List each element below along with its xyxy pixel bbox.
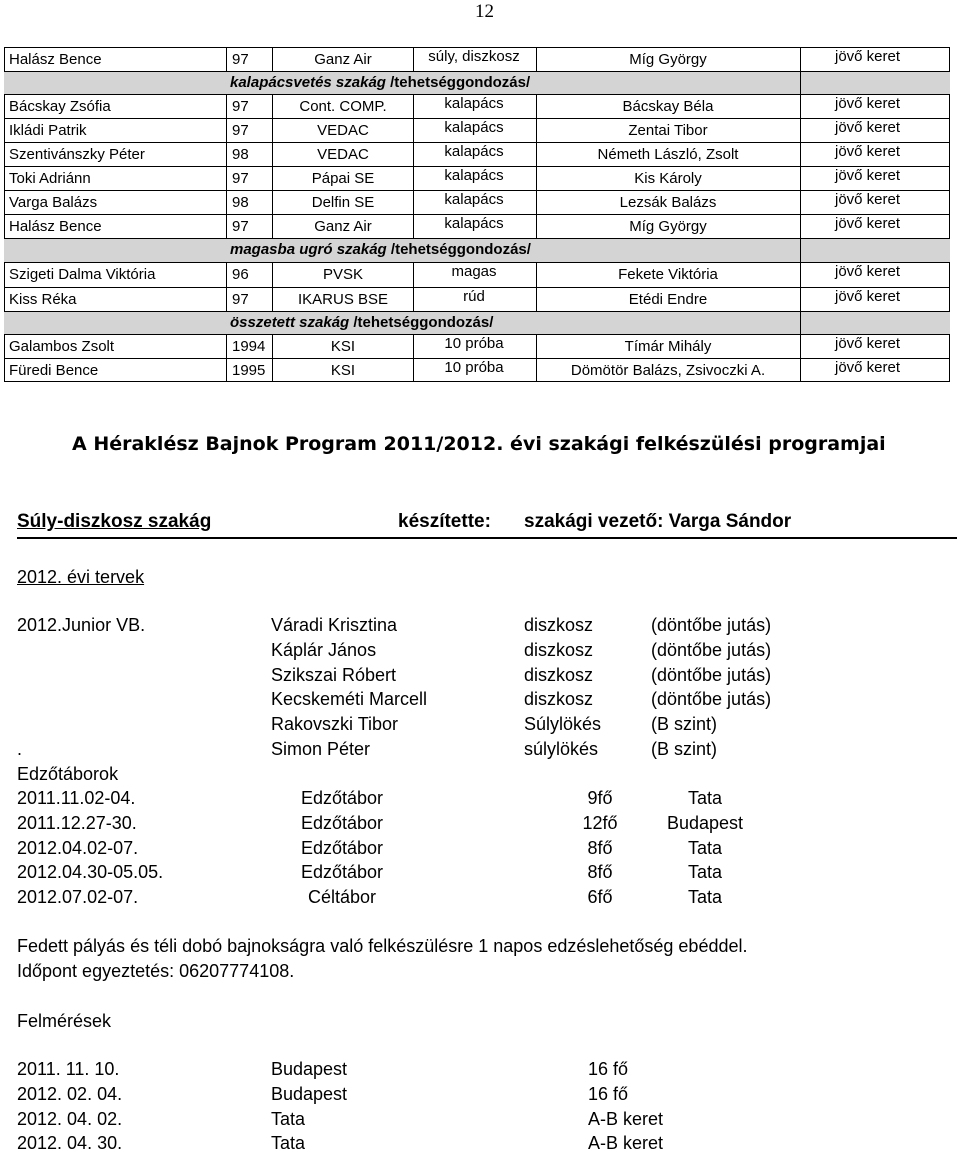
column-divider <box>272 262 273 287</box>
cell-coach: Míg György <box>629 218 707 235</box>
cell-club: IKARUS BSE <box>297 291 389 308</box>
column-divider <box>226 334 227 358</box>
junior-name: Rakovszki Tibor <box>271 714 399 735</box>
cell-year: 1994 <box>232 338 266 355</box>
column-divider <box>536 214 537 238</box>
column-divider <box>536 118 537 142</box>
junior-result: (döntőbe jutás) <box>651 639 772 660</box>
camps-heading: Edzőtáborok <box>17 764 119 784</box>
cell-name: Galambos Zsolt <box>9 338 115 355</box>
cell-name: Szigeti Dalma Viktória <box>9 266 156 283</box>
camp-count: 8fő <box>587 862 613 883</box>
assessment-date: 2012. 02. 04. <box>17 1083 123 1104</box>
cell-event: kalapács <box>444 191 504 208</box>
cell-name: Halász Bence <box>9 51 102 68</box>
camp-count: 8fő <box>587 837 613 858</box>
cell-status: jövő keret <box>835 359 901 376</box>
junior-name: Kecskeméti Marcell <box>271 689 428 710</box>
cell-status: jövő keret <box>835 95 901 112</box>
junior-vb-label: 2012.Junior VB. <box>17 615 146 635</box>
junior-event: diszkosz <box>524 639 594 660</box>
column-divider <box>226 166 227 190</box>
junior-name: Simon Péter <box>271 739 371 759</box>
column-divider <box>949 190 950 214</box>
column-divider <box>272 94 273 118</box>
cell-name: Füredi Bence <box>9 362 99 379</box>
discipline-title: Súly-diszkosz szakág <box>17 511 212 532</box>
column-divider <box>800 118 801 142</box>
assessment-date: 2012. 04. 02. <box>17 1108 123 1129</box>
camp-place: Tata <box>687 788 723 808</box>
cell-event: magas <box>451 263 497 280</box>
column-divider <box>226 262 227 287</box>
column-divider <box>800 334 801 358</box>
cell-coach: Míg György <box>629 51 707 68</box>
cell-name: Toki Adriánn <box>9 170 91 187</box>
column-divider <box>949 287 950 311</box>
column-divider <box>4 287 5 311</box>
column-divider <box>800 142 801 166</box>
junior-name: Váradi Krisztina <box>271 615 398 635</box>
cell-year: 97 <box>232 170 249 187</box>
column-divider <box>949 118 950 142</box>
column-divider <box>800 47 801 71</box>
cell-coach: Bácskay Béla <box>622 98 714 115</box>
camp-count: 12fő <box>582 812 618 833</box>
column-divider <box>949 334 950 358</box>
camp-date: 2012.04.02-07. <box>17 837 139 858</box>
column-divider <box>4 142 5 166</box>
cell-status: jövő keret <box>835 215 901 232</box>
junior-result: (B szint) <box>651 739 718 759</box>
assessments-heading: Felmérések <box>17 1011 112 1031</box>
cell-status: jövő keret <box>835 167 901 184</box>
column-divider <box>536 47 537 71</box>
column-divider <box>413 118 414 142</box>
cell-club: KSI <box>330 362 356 379</box>
junior-name: Káplár János <box>271 639 377 660</box>
row-divider <box>4 238 950 239</box>
column-divider <box>226 118 227 142</box>
section-name: kalapácsvetés szakág <box>230 74 386 91</box>
cell-club: Delfin SE <box>311 194 375 211</box>
cell-club: Pápai SE <box>311 170 375 187</box>
column-divider <box>226 190 227 214</box>
section-subtitle: /tehetséggondozás/ <box>349 314 494 331</box>
camp-date: 2012.07.02-07. <box>17 887 139 908</box>
cell-year: 98 <box>232 194 249 211</box>
note-line-1: Fedett pályás és téli dobó bajnokságra való felkészülésre 1 napos edzéslehetőség ebéddel. <box>17 936 748 956</box>
junior-result: (B szint) <box>651 714 718 735</box>
column-divider <box>226 94 227 118</box>
assessment-value: A-B keret <box>588 1108 664 1129</box>
cell-event: kalapács <box>444 95 504 112</box>
column-divider <box>272 166 273 190</box>
cell-club: VEDAC <box>317 122 369 139</box>
column-divider <box>413 287 414 311</box>
cell-event: 10 próba <box>444 359 504 376</box>
column-divider <box>413 214 414 238</box>
header-divider <box>17 537 957 539</box>
row-divider <box>4 334 950 335</box>
camp-count: 9fő <box>587 788 613 808</box>
cell-status: jövő keret <box>835 335 901 352</box>
column-divider <box>272 142 273 166</box>
row-divider <box>4 381 950 382</box>
cell-coach: Kis Károly <box>634 170 702 187</box>
column-divider <box>413 94 414 118</box>
cell-status: jövő keret <box>835 143 901 160</box>
column-divider <box>800 214 801 238</box>
cell-coach: Etédi Endre <box>628 291 708 308</box>
column-divider <box>226 142 227 166</box>
assessment-date: 2011. 11. 10. <box>17 1059 120 1079</box>
camp-type: Edzőtábor <box>300 812 384 833</box>
cell-name: Szentivánszky Péter <box>9 146 145 163</box>
column-divider <box>800 71 801 94</box>
section-name: magasba ugró szakág <box>230 241 387 258</box>
section-title <box>230 241 531 258</box>
row-divider <box>4 214 950 215</box>
section-title <box>230 314 493 331</box>
cell-name: Halász Bence <box>9 218 102 235</box>
author-label: készítette: <box>398 511 491 532</box>
column-divider <box>800 311 801 334</box>
column-divider <box>949 358 950 382</box>
column-divider <box>949 166 950 190</box>
junior-event: Súlylökés <box>524 714 602 735</box>
column-divider <box>4 166 5 190</box>
cell-club: Ganz Air <box>314 51 372 68</box>
column-divider <box>800 358 801 382</box>
cell-coach: Tímár Mihály <box>624 338 712 355</box>
cell-event: kalapács <box>444 215 504 232</box>
assessment-value: A-B keret <box>588 1133 664 1154</box>
cell-year: 97 <box>232 122 249 139</box>
column-divider <box>536 166 537 190</box>
camp-place: Tata <box>687 837 723 858</box>
column-divider <box>949 142 950 166</box>
column-divider <box>272 118 273 142</box>
assessment-value: 16 fő <box>588 1083 629 1104</box>
section-subtitle: /tehetséggondozás/ <box>386 241 531 258</box>
cell-coach: Lezsák Balázs <box>619 194 717 211</box>
row-divider <box>4 142 950 143</box>
junior-event: diszkosz <box>524 664 594 685</box>
cell-year: 1995 <box>232 362 266 379</box>
column-divider <box>272 334 273 358</box>
camp-place: Tata <box>687 887 723 908</box>
column-divider <box>4 118 5 142</box>
junior-event: súlylökés <box>524 739 599 759</box>
row-divider <box>4 166 950 167</box>
column-divider <box>272 358 273 382</box>
assessment-date: 2012. 04. 30. <box>17 1133 123 1154</box>
author-value: szakági vezető: Varga Sándor <box>524 511 792 532</box>
camp-type: Edzőtábor <box>300 788 384 808</box>
column-divider <box>536 262 537 287</box>
column-divider <box>272 190 273 214</box>
section-title <box>230 74 530 91</box>
cell-coach: Zentai Tibor <box>628 122 708 139</box>
column-divider <box>226 358 227 382</box>
row-divider <box>4 262 950 263</box>
column-divider <box>4 94 5 118</box>
column-divider <box>800 238 801 262</box>
column-divider <box>226 214 227 238</box>
cell-club: Ganz Air <box>314 218 372 235</box>
cell-event: kalapács <box>444 143 504 160</box>
column-divider <box>536 334 537 358</box>
cell-club: VEDAC <box>317 146 369 163</box>
column-divider <box>4 334 5 358</box>
column-divider <box>413 334 414 358</box>
cell-year: 97 <box>232 218 249 235</box>
column-divider <box>800 166 801 190</box>
cell-status: jövő keret <box>835 288 901 305</box>
assessment-place: Tata <box>271 1133 306 1154</box>
junior-event: diszkosz <box>524 615 594 635</box>
cell-event: kalapács <box>444 167 504 184</box>
junior-event: diszkosz <box>524 689 594 710</box>
column-divider <box>413 142 414 166</box>
camp-count: 6fő <box>587 887 613 908</box>
cell-event: kalapács <box>444 119 504 136</box>
camp-date: 2011.11.02-04. <box>17 788 136 808</box>
junior-result: (döntőbe jutás) <box>651 689 772 710</box>
column-divider <box>272 214 273 238</box>
column-divider <box>413 358 414 382</box>
cell-year: 97 <box>232 51 249 68</box>
cell-status: jövő keret <box>835 48 901 65</box>
camp-place: Tata <box>687 862 723 883</box>
cell-event: súly, diszkosz <box>428 48 520 65</box>
column-divider <box>413 190 414 214</box>
cell-name: Kiss Réka <box>9 291 77 308</box>
camp-type: Edzőtábor <box>300 837 384 858</box>
column-divider <box>949 214 950 238</box>
column-divider <box>800 287 801 311</box>
cell-coach: Fekete Viktória <box>618 266 718 283</box>
cell-year: 96 <box>232 266 249 283</box>
row-divider <box>4 47 950 48</box>
column-divider <box>536 358 537 382</box>
column-divider <box>800 94 801 118</box>
camp-place: Budapest <box>666 812 744 833</box>
column-divider <box>226 47 227 71</box>
column-divider <box>949 94 950 118</box>
column-divider <box>949 262 950 287</box>
column-divider <box>4 214 5 238</box>
roster-table <box>4 47 950 382</box>
column-divider <box>536 142 537 166</box>
junior-result: (döntőbe jutás) <box>651 615 772 635</box>
plans-heading: 2012. évi tervek <box>17 567 145 587</box>
column-divider <box>800 262 801 287</box>
column-divider <box>949 47 950 71</box>
camp-type: Edzőtábor <box>300 862 384 883</box>
section-name: összetett szakág <box>230 314 350 331</box>
column-divider <box>4 47 5 71</box>
section-subtitle: /tehetséggondozás/ <box>385 74 531 91</box>
assessment-place: Budapest <box>271 1059 348 1079</box>
junior-result: (döntőbe jutás) <box>651 664 772 685</box>
column-divider <box>4 358 5 382</box>
assessment-place: Tata <box>271 1108 306 1129</box>
cell-name: Ikládi Patrik <box>9 122 87 139</box>
column-divider <box>413 47 414 71</box>
cell-status: jövő keret <box>835 191 901 208</box>
row-divider <box>4 190 950 191</box>
cell-year: 97 <box>232 98 249 115</box>
cell-club: KSI <box>330 338 356 355</box>
assessment-value: 16 fő <box>588 1059 629 1079</box>
column-divider <box>272 287 273 311</box>
column-divider <box>4 190 5 214</box>
column-divider <box>226 287 227 311</box>
camp-type: Céltábor <box>307 887 377 908</box>
page-title: A Héraklész Bajnok Program 2011/2012. évi szakági felkészülési programjai <box>72 433 886 455</box>
assessment-place: Budapest <box>271 1083 348 1104</box>
column-divider <box>800 190 801 214</box>
camp-date: 2011.12.27-30. <box>17 812 137 833</box>
column-divider <box>413 262 414 287</box>
cell-status: jövő keret <box>835 263 901 280</box>
row-divider <box>4 118 950 119</box>
row-divider <box>4 71 950 72</box>
cell-event: 10 próba <box>444 335 504 352</box>
column-divider <box>536 190 537 214</box>
cell-coach: Németh László, Zsolt <box>597 146 739 163</box>
row-divider <box>4 287 950 288</box>
column-divider <box>536 287 537 311</box>
cell-year: 97 <box>232 291 249 308</box>
cell-name: Bácskay Zsófia <box>9 98 111 115</box>
page-number: 12 <box>475 1 494 22</box>
cell-club: PVSK <box>322 266 364 283</box>
junior-vb-dot: . <box>17 739 23 759</box>
cell-status: jövő keret <box>835 119 901 136</box>
cell-coach: Dömötör Balázs, Zsivoczki A. <box>570 362 766 379</box>
cell-club: Cont. COMP. <box>299 98 387 115</box>
cell-event: rúd <box>463 288 485 305</box>
row-divider <box>4 94 950 95</box>
note-line-2: Időpont egyeztetés: 06207774108. <box>17 961 295 981</box>
column-divider <box>4 262 5 287</box>
column-divider <box>413 166 414 190</box>
row-divider <box>4 358 950 359</box>
junior-name: Szikszai Róbert <box>271 664 397 685</box>
cell-year: 98 <box>232 146 249 163</box>
cell-name: Varga Balázs <box>9 194 98 211</box>
camp-date: 2012.04.30-05.05. <box>17 862 164 883</box>
column-divider <box>536 94 537 118</box>
row-divider <box>4 311 950 312</box>
column-divider <box>272 47 273 71</box>
